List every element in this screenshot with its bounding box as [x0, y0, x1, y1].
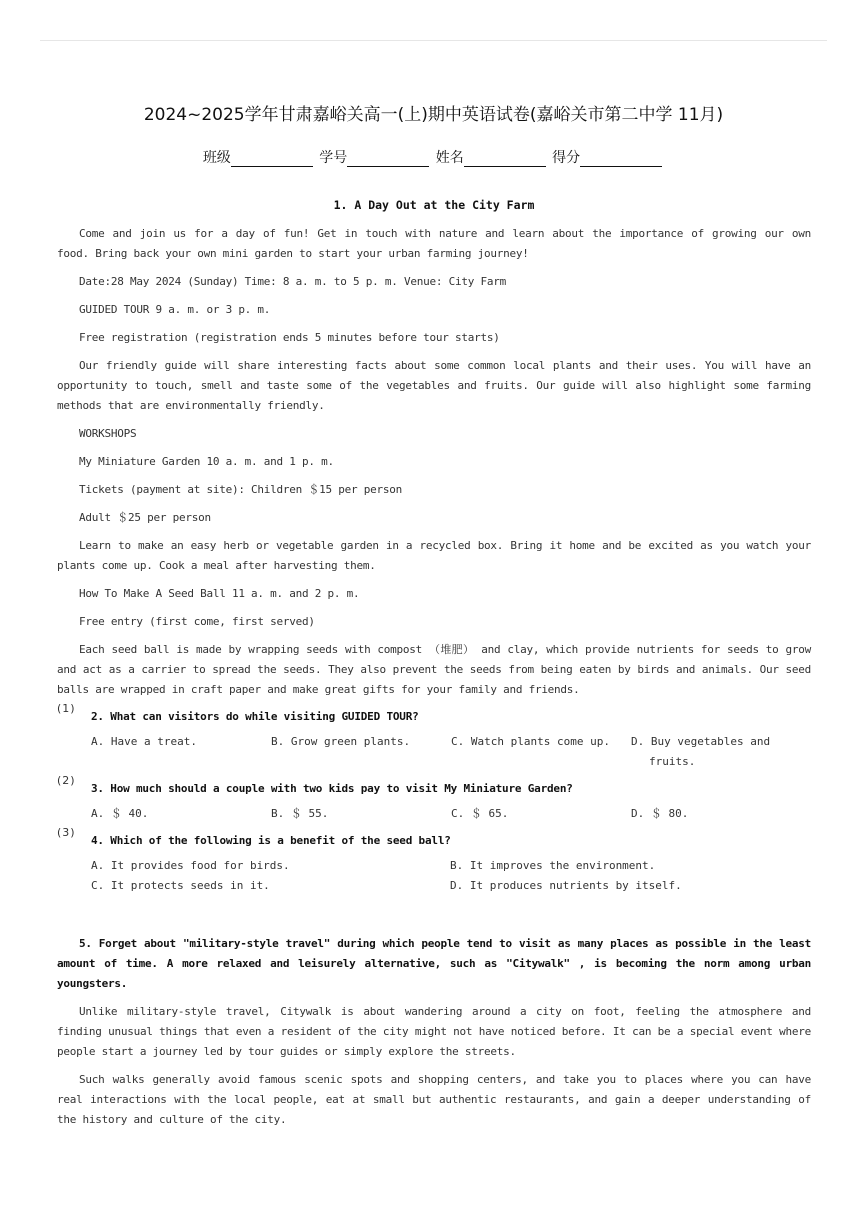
score-label: 得分	[552, 150, 581, 166]
passage-paragraph: Free registration (registration ends 5 minutes before tour starts)	[79, 331, 500, 344]
header-divider	[40, 40, 827, 41]
option-c[interactable]: C. It protects seeds in it.	[91, 879, 270, 892]
option-b[interactable]: B. Grow green plants.	[271, 735, 411, 748]
option-a[interactable]: A. It provides food for birds.	[91, 859, 290, 872]
question-number: (3)	[57, 826, 76, 839]
passage-paragraph: Learn to make an easy herb or vegetable garden in a recycled box. Bring it home and be excited as you watch your plants come up. Cook a meal after harvesting them.	[57, 539, 811, 572]
question-stem: 2. What can visitors do while visiting GUIDED TOUR?	[91, 710, 419, 723]
question-2	[57, 774, 811, 824]
passage-paragraph: WORKSHOPS	[79, 427, 137, 440]
passage-paragraph: Our friendly guide will share interesting facts about some common local plants and their uses. You will have an opportunity to touch, smell and taste some of the vegetables and fruits. Our guide will also highlight some farming methods that are environmentally friendly.	[57, 359, 811, 412]
option-b[interactable]: B. ＄ 55.	[271, 807, 329, 820]
question-stem: 4. Which of the following is a benefit of the seed ball?	[91, 834, 451, 847]
passage-paragraph: Adult ＄25 per person	[79, 511, 211, 524]
option-list	[57, 804, 811, 824]
option-d[interactable]: D. ＄ 80.	[631, 807, 689, 820]
passage-paragraph: Unlike military-style travel, Citywalk is about wandering around a city on foot, feeling the atmosphere and finding unusual things that even a resident of the city might not have noticed before. It can be a special event where people start a journey led by tour guides or simply explore the streets.	[57, 1005, 811, 1058]
name-label: 姓名	[435, 150, 464, 166]
passage-paragraph: Free entry (first come, first served)	[79, 615, 315, 628]
option-d[interactable]: D. It produces nutrients by itself.	[450, 879, 682, 892]
option-c[interactable]: C. ＄ 65.	[451, 807, 509, 820]
option-d[interactable]: D. Buy vegetables and fruits.	[631, 735, 771, 768]
option-a[interactable]: A. ＄ 40.	[91, 807, 149, 820]
exam-content	[57, 196, 811, 1138]
passage-paragraph: How To Make A Seed Ball 11 a. m. and 2 p. m.	[79, 587, 360, 600]
option-list	[57, 732, 811, 772]
option-list	[57, 856, 811, 896]
question-3	[57, 826, 811, 896]
exam-title: 2024~2025学年甘肃嘉峪关高一(上)期中英语试卷(嘉峪关市第二中学 11月)	[143, 105, 724, 125]
question-stem: 3. How much should a couple with two kids pay to visit My Miniature Garden?	[91, 782, 573, 795]
option-c[interactable]: C. Watch plants come up.	[451, 735, 610, 748]
passage-paragraph: GUIDED TOUR 9 a. m. or 3 p. m.	[79, 303, 271, 316]
question-number: (1)	[57, 702, 76, 715]
passage-paragraph: Date:28 May 2024 (Sunday) Time: 8 a. m. to 5 p. m. Venue: City Farm	[79, 275, 506, 288]
section-2-intro: 5. Forget about "military-style travel" during which people tend to visit as many places as possible in the least amount of time. A more relaxed and leisurely alternative, such as "Citywalk" , is becoming the norm among urban youngsters.	[57, 937, 811, 990]
passage-paragraph: Tickets (payment at site): Children ＄15 per person	[79, 483, 403, 496]
class-label: 班级	[202, 150, 231, 166]
passage-paragraph: My Miniature Garden 10 a. m. and 1 p. m.	[79, 455, 334, 468]
student-id-label: 学号	[319, 150, 348, 166]
question-number: (2)	[57, 774, 76, 787]
student-info-line	[0, 147, 867, 167]
section-1-title: 1. A Day Out at the City Farm	[333, 198, 535, 212]
section-spacer	[57, 896, 811, 930]
name-blank[interactable]	[464, 152, 546, 167]
passage-paragraph: Come and join us for a day of fun! Get in touch with nature and learn about the importance of growing our own food. Bring back your own mini garden to start your urban farming journey!	[57, 227, 811, 260]
question-1	[57, 702, 811, 772]
passage-paragraph: Such walks generally avoid famous scenic spots and shopping centers, and take you to places where you can have real interactions with the local people, eat at small but authentic restaurants, and gain a deeper understanding of the history and culture of the city.	[57, 1073, 811, 1126]
option-b[interactable]: B. It improves the environment.	[450, 859, 656, 872]
passage-paragraph: Each seed ball is made by wrapping seeds with compost （堆肥） and clay, which provide nutrients for seeds to grow and act as a carrier to spread the seeds. They also prevent the seeds from being eaten by birds and animals. Our seed balls are wrapped in craft paper and make great gifts for your family and friends.	[57, 643, 811, 696]
class-blank[interactable]	[231, 152, 313, 167]
option-a[interactable]: A. Have a treat.	[91, 735, 197, 748]
student-id-blank[interactable]	[347, 152, 429, 167]
score-blank[interactable]	[580, 152, 662, 167]
